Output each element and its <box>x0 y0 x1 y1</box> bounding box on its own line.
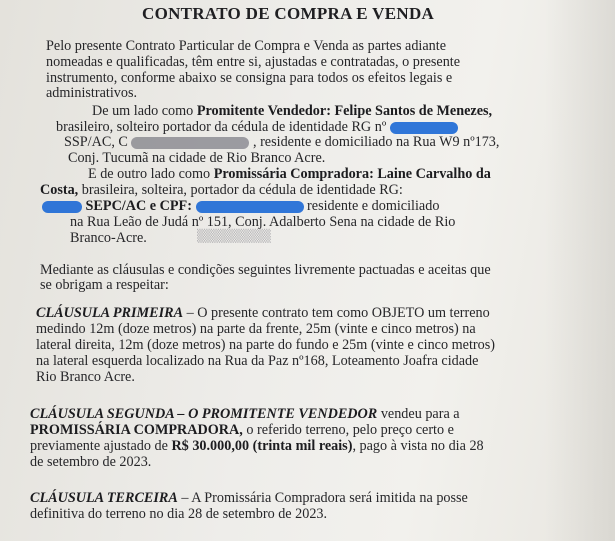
clause3-line <box>30 490 468 506</box>
seller-address: , residente e domiciliado na Rua W9 nº173, <box>252 134 500 150</box>
seller-line <box>92 103 492 119</box>
clause2-line <box>30 438 484 454</box>
clause1-text: – O presente contrato tem como OBJETO um terreno <box>183 305 490 321</box>
clause1-line: na lateral esquerda localizado na Rua da Paz nº168, Loteamento Joafra cidade <box>36 353 479 369</box>
clause1-line: lateral direita, 12m (doze metros) na parte do fundo e 25m (vinte e cinco metros) <box>36 337 495 353</box>
clause2-heading: CLÁUSULA SEGUNDA – O PROMITENTE VENDEDOR <box>30 406 378 422</box>
buyer-intro: E de outro lado como <box>88 166 211 182</box>
price: R$ 30.000,00 (trinta mil reais) <box>171 438 353 454</box>
clause2-text: vendeu para a <box>377 406 460 422</box>
intro-line: nomeadas e qualificadas, têm entre si, ajustadas e contratadas, o presente <box>46 54 461 70</box>
document-title: CONTRATO DE COMPRA E VENDA <box>142 4 435 23</box>
buyer-line <box>40 182 403 198</box>
seller-intro: De um lado como <box>92 103 194 119</box>
clause2-text: o referido terreno, pelo preço certo e <box>242 422 454 438</box>
seller-rg-text: brasileiro, solteiro portador da cédula de identidade RG nº <box>56 119 387 135</box>
middle-line: se obrigam a respeitar: <box>40 277 169 293</box>
clause1-heading: CLÁUSULA PRIMEIRA <box>36 305 184 321</box>
clause2-line <box>30 422 454 438</box>
clause1-line: medindo 12m (doze metros) na parte da frente, 25m (vinte e cinco metros) na <box>36 321 476 337</box>
seller-line: Conj. Tucumã na cidade de Rio Branco Acre. <box>68 150 326 166</box>
intro-line: Pelo presente Contrato Particular de Compra e Venda as partes adiante <box>46 38 447 54</box>
redaction-mark <box>131 137 249 149</box>
seller-ssp: SSP/AC, C <box>64 134 128 150</box>
buyer-line: Branco-Acre. <box>70 230 147 246</box>
faded-stamp: ▒▒▒▒▒▒▒▒ <box>197 229 271 243</box>
intro-line: administrativos. <box>46 85 138 101</box>
page-shadow <box>545 0 615 541</box>
clause2-line: de setembro de 2023. <box>30 454 152 470</box>
redaction-mark <box>42 201 82 213</box>
buyer-rg-text: brasileira, solteira, portador da cédula de identidade RG: <box>78 182 403 198</box>
clause2-buyer: PROMISSÁRIA COMPRADORA, <box>30 422 243 438</box>
clause3-heading: CLÁUSULA TERCEIRA <box>30 490 178 506</box>
clause1-line: Rio Branco Acre. <box>36 369 135 385</box>
middle-line: Mediante as cláusulas e condições seguintes livremente pactuadas e aceitas que <box>40 262 491 278</box>
buyer-line <box>88 166 491 182</box>
clause2-line <box>30 406 460 422</box>
clause3-text: – A Promissária Compradora será imitida na posse <box>177 490 468 506</box>
clause2-text: , pago à vista no dia 28 <box>352 438 484 454</box>
buyer-line <box>42 198 439 214</box>
buyer-surname: Costa, <box>40 182 79 198</box>
clause2-text: previamente ajustado de <box>30 438 172 454</box>
redaction-mark <box>196 201 304 213</box>
intro-line: instrumento, conforme abaixo se consigna para todos os efeitos legais e <box>46 70 453 86</box>
buyer-name: Promissária Compradora: Laine Carvalho da <box>213 166 491 182</box>
clause1-line <box>36 305 490 321</box>
buyer-residence: residente e domiciliado <box>307 198 440 214</box>
buyer-cpf-label: SEPC/AC e CPF: <box>85 198 192 214</box>
clause3-line: definitiva do terreno no dia 28 de setembro de 2023. <box>30 506 328 522</box>
seller-line <box>56 119 458 135</box>
seller-name: Promitente Vendedor: Felipe Santos de Menezes, <box>196 103 493 119</box>
seller-line <box>64 134 499 150</box>
buyer-line: na Rua Leão de Judá nº 151, Conj. Adalberto Sena na cidade de Rio <box>70 214 456 230</box>
redaction-mark <box>390 122 458 134</box>
